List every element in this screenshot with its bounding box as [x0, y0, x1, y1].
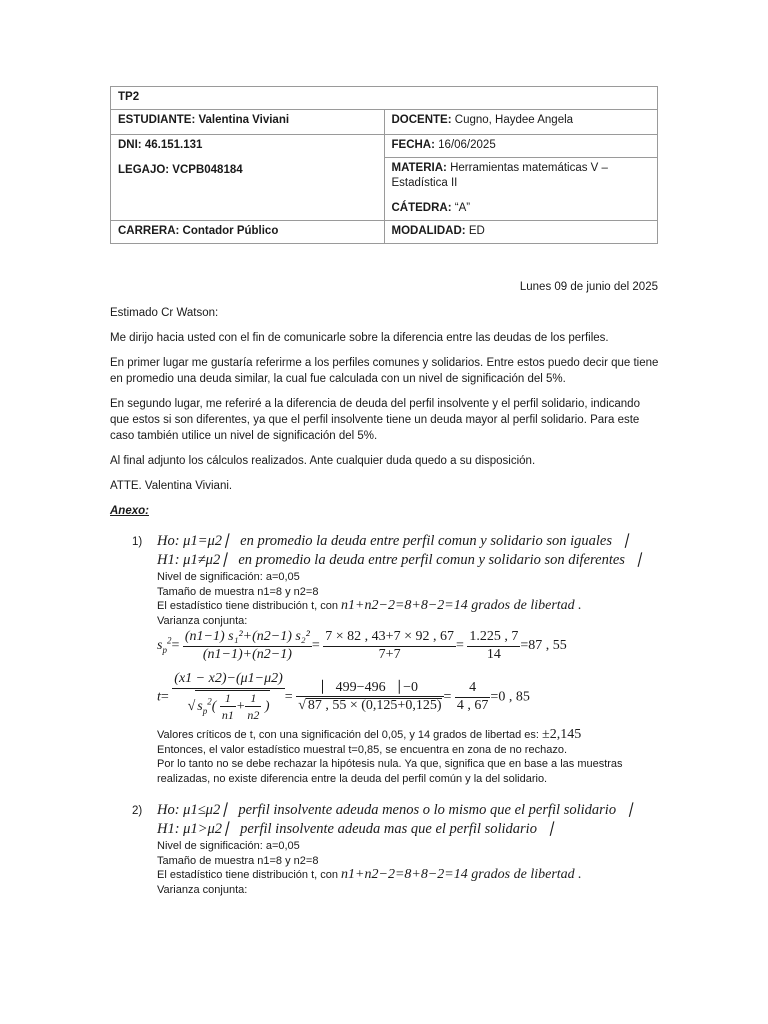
student-cell	[111, 110, 385, 135]
t-result: 0 , 85	[498, 689, 530, 705]
signature: ATTE. Valentina Viviani.	[110, 480, 233, 492]
item-2-alpha: Nivel de significación: a=0,05	[157, 840, 300, 852]
dni: DNI: 46.151.131	[118, 139, 203, 151]
teacher-cell: DOCENTE: Cugno, Haydee Angela	[384, 110, 658, 135]
header-table	[110, 86, 658, 244]
subject-cell: MATERIA: Herramientas matemáticas V – Estadística II CÁTEDRA: “A”	[384, 158, 658, 221]
tp-cell	[111, 87, 658, 110]
item-2-sample: Tamaño de muestra n1=8 y n2=8	[157, 854, 319, 867]
paragraph-3: En segundo lugar, me referiré a la diferencia de deuda del perfil insolvente y el perfil solidario, indicando que estos si son diferentes, ya que el perfil insolvente tiene un deuda mayor al perfil solidario. Para este caso también utilice un nivel de significación del 5%.	[110, 398, 640, 442]
mode-value: ED	[468, 225, 485, 237]
item-1-var-label: Varianza conjunta:	[157, 614, 248, 627]
subject-value: Herramientas matemáticas V – Estadística II	[391, 162, 608, 189]
item-1-sample: Tamaño de muestra n1=8 y n2=8	[157, 585, 319, 598]
item-1-h1: H1: μ1≠μ2 ⎸en promedio la deuda entre perfil comun y solidario son diferentes⎹	[157, 552, 640, 568]
teacher-name: Cugno, Haydee Angela	[454, 114, 574, 126]
paragraph-4: Al final adjunto los cálculos realizados. Ante cualquier duda quedo a su disposición.	[110, 455, 536, 467]
mode-cell: MODALIDAD: ED	[384, 221, 658, 244]
pooled-variance-result: 87 , 55	[528, 638, 567, 654]
item-2-h0: Ho: μ1≤μ2 ⎸perfil insolvente adeuda menos o lo mismo que el perfil solidario⎹	[157, 802, 631, 818]
career: CARRERA: Contador Público	[118, 225, 279, 237]
conclusion-2: Por lo tanto no se debe rechazar la hipótesis nula. Ya que, significa que en base a las muestras realizadas, no existe diferencia entre la deuda del perfil común y la del solidario.	[157, 758, 623, 785]
item-1-h0: Ho: μ1=μ2 ⎸en promedio la deuda entre perfil comun y solidario son iguales⎹	[157, 533, 627, 549]
letter-date: Lunes 09 de junio del 2025	[519, 281, 658, 293]
career-cell	[111, 221, 385, 244]
greeting: Estimado Cr Watson:	[110, 307, 219, 319]
date-value: 16/06/2025	[438, 139, 496, 151]
critical-values: Valores críticos de t, con una significación del 0,05, y 14 grados de libertad es: ±2,145	[157, 727, 582, 742]
item-2	[157, 801, 677, 897]
item-2-distribution: El estadístico tiene distribución t, con n1+n2−2=8+8−2=14 grados de libertad .	[157, 867, 582, 882]
t-statistic-formula: t= (x1 − x2)−(μ1−μ2) √ $s_p^2$( $\frac{1}{n1}$ + $\frac{1}{n2}$ ) = $\frac{⎸499-496⎹ -0}{√ 87 , 55 \times (0,125+0,125)}$ = $\frac{4}{4 , 67}$ =0 , 85	[157, 671, 530, 722]
item-1-distribution: El estadístico tiene distribución t, con n1+n2−2=8+8−2=14 grados de libertad .	[157, 598, 582, 613]
item-2-h1: H1: μ1>μ2 ⎸perfil insolvente adeuda mas que el perfil solidario⎹	[157, 821, 552, 837]
item-2-var-label: Varianza conjunta:	[157, 883, 248, 896]
legajo: LEGAJO: VCPB048184	[118, 164, 243, 176]
letter-body	[110, 305, 662, 528]
chair-value: “A”	[454, 202, 471, 214]
item-1	[157, 532, 677, 786]
conclusion-1: Entonces, el valor estadístico muestral t=0,85, se encuentra en zona de no rechazo.	[157, 743, 567, 756]
date-cell: FECHA: 16/06/2025	[384, 135, 658, 158]
student-name: ESTUDIANTE: Valentina Viviani	[118, 114, 290, 126]
paragraph-2: En primer lugar me gustaría referirme a los perfiles comunes y solidarios. Entre estos puedo decir que tiene en promedio una deuda similar, la cual fue calculada con un nivel de significación del 5%.	[110, 357, 659, 385]
tp-label: TP2	[118, 91, 140, 103]
annex-title: Anexo:	[110, 505, 149, 517]
item-2-number: 2)	[132, 805, 143, 817]
id-cell	[111, 135, 385, 221]
pooled-variance-formula: $s_p^2=$ $\frac{\text{(n1−1) s₁²+(n2−1) s₂²}}{(n1-1)+(n2-1)}$ = $\frac{7 \times 82 , 43+7 \times 92 , 67}{7+7}$ = $\frac{1.225 , 7}{14}$ =87 , 55	[157, 629, 567, 662]
item-1-alpha: Nivel de significación: a=0,05	[157, 571, 300, 583]
paragraph-1: Me dirijo hacia usted con el fin de comunicarle sobre la diferencia entre las deudas de los perfiles.	[110, 332, 609, 344]
item-1-number: 1)	[132, 536, 143, 548]
